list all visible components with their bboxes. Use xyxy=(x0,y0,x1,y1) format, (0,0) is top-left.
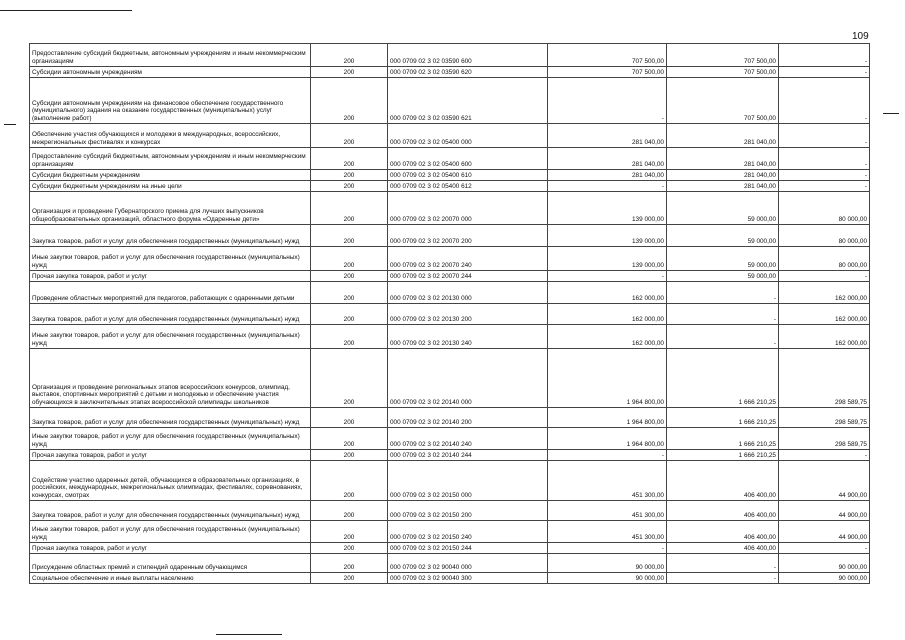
expense-name: Присуждение областных премий и стипендий одаренным обучающимся xyxy=(30,554,311,573)
line-code: 200 xyxy=(311,78,388,124)
table-row xyxy=(30,192,870,225)
unexecuted-amount: - xyxy=(779,67,870,78)
classification-code: 000 0709 02 3 02 20130 000 xyxy=(388,282,548,304)
classification-code: 000 0709 02 3 02 20070 200 xyxy=(388,225,548,247)
approved-amount: 139 000,00 xyxy=(548,247,667,271)
expense-name: Предоставление субсидий бюджетным, автономным учреждениям и иным некоммерческим организациям xyxy=(30,44,311,67)
approved-amount: 139 000,00 xyxy=(548,192,667,225)
executed-amount: 406 400,00 xyxy=(667,543,779,554)
classification-code: 000 0709 02 3 02 20150 000 xyxy=(388,461,548,501)
unexecuted-amount: 162 000,00 xyxy=(779,325,870,349)
approved-amount: 90 000,00 xyxy=(548,573,667,584)
approved-amount: 281 040,00 xyxy=(548,148,667,170)
executed-amount: 707 500,00 xyxy=(667,78,779,124)
line-code: 200 xyxy=(311,521,388,543)
executed-amount: 406 400,00 xyxy=(667,521,779,543)
line-code: 200 xyxy=(311,428,388,450)
line-code: 200 xyxy=(311,271,388,282)
table-row xyxy=(30,573,870,584)
executed-amount: 1 666 210,25 xyxy=(667,450,779,461)
executed-amount: 406 400,00 xyxy=(667,461,779,501)
unexecuted-amount: 298 589,75 xyxy=(779,349,870,408)
table-row xyxy=(30,304,870,325)
expense-name: Субсидии бюджетным учреждениям на иные цели xyxy=(30,181,311,192)
approved-amount: 707 500,00 xyxy=(548,44,667,67)
table-row xyxy=(30,450,870,461)
table-row xyxy=(30,124,870,148)
expense-name: Прочая закупка товаров, работ и услуг xyxy=(30,271,311,282)
classification-code: 000 0709 02 3 02 20140 244 xyxy=(388,450,548,461)
classification-code: 000 0709 02 3 02 05400 000 xyxy=(388,124,548,148)
unexecuted-amount: 298 589,75 xyxy=(779,408,870,428)
table-row xyxy=(30,521,870,543)
table-row xyxy=(30,325,870,349)
line-code: 200 xyxy=(311,450,388,461)
approved-amount: 451 300,00 xyxy=(548,461,667,501)
line-code: 200 xyxy=(311,349,388,408)
classification-code: 000 0709 02 3 02 20130 240 xyxy=(388,325,548,349)
approved-amount: 707 500,00 xyxy=(548,67,667,78)
expense-name: Иные закупки товаров, работ и услуг для обеспечения государственных (муниципальных) нужд xyxy=(30,325,311,349)
unexecuted-amount: 90 000,00 xyxy=(779,573,870,584)
executed-amount: - xyxy=(667,573,779,584)
table-row xyxy=(30,408,870,428)
expense-name: Закупка товаров, работ и услуг для обеспечения государственных (муниципальных) нужд xyxy=(30,408,311,428)
executed-amount: 281 040,00 xyxy=(667,124,779,148)
approved-amount: 162 000,00 xyxy=(548,304,667,325)
table-row xyxy=(30,67,870,78)
line-code: 200 xyxy=(311,247,388,271)
approved-amount: 451 300,00 xyxy=(548,501,667,521)
table-row xyxy=(30,148,870,170)
unexecuted-amount: 90 000,00 xyxy=(779,554,870,573)
executed-amount: 1 666 210,25 xyxy=(667,349,779,408)
approved-amount: - xyxy=(548,543,667,554)
expense-name: Социальное обеспечение и иные выплаты населению xyxy=(30,573,311,584)
executed-amount: 59 000,00 xyxy=(667,192,779,225)
line-code: 200 xyxy=(311,170,388,181)
classification-code: 000 0709 02 3 02 20130 200 xyxy=(388,304,548,325)
approved-amount: 139 000,00 xyxy=(548,225,667,247)
unexecuted-amount: 44 900,00 xyxy=(779,521,870,543)
approved-amount: 162 000,00 xyxy=(548,282,667,304)
approved-amount: 90 000,00 xyxy=(548,554,667,573)
unexecuted-amount: 162 000,00 xyxy=(779,304,870,325)
line-code: 200 xyxy=(311,408,388,428)
approved-amount: 451 300,00 xyxy=(548,521,667,543)
approved-amount: - xyxy=(548,78,667,124)
unexecuted-amount: - xyxy=(779,148,870,170)
unexecuted-amount: 44 900,00 xyxy=(779,461,870,501)
executed-amount: 59 000,00 xyxy=(667,225,779,247)
page-number: 109 xyxy=(852,31,869,42)
table-row xyxy=(30,271,870,282)
unexecuted-amount: - xyxy=(779,271,870,282)
executed-amount: - xyxy=(667,282,779,304)
line-code: 200 xyxy=(311,325,388,349)
executed-amount: 406 400,00 xyxy=(667,501,779,521)
executed-amount: 1 666 210,25 xyxy=(667,428,779,450)
left-margin-mark xyxy=(4,124,16,125)
top-left-rule xyxy=(0,10,132,11)
unexecuted-amount: 298 589,75 xyxy=(779,428,870,450)
expense-name: Иные закупки товаров, работ и услуг для обеспечения государственных (муниципальных) нужд xyxy=(30,521,311,543)
approved-amount: 281 040,00 xyxy=(548,124,667,148)
line-code: 200 xyxy=(311,501,388,521)
executed-amount: - xyxy=(667,554,779,573)
unexecuted-amount: 80 000,00 xyxy=(779,225,870,247)
approved-amount: 1 964 800,00 xyxy=(548,349,667,408)
executed-amount: 281 040,00 xyxy=(667,181,779,192)
table-row xyxy=(30,44,870,67)
table-row xyxy=(30,225,870,247)
line-code: 200 xyxy=(311,181,388,192)
executed-amount: 281 040,00 xyxy=(667,170,779,181)
expense-name: Закупка товаров, работ и услуг для обеспечения государственных (муниципальных) нужд xyxy=(30,501,311,521)
expense-name: Проведение областных мероприятий для педагогов, работающих с одаренными детьми xyxy=(30,282,311,304)
classification-code: 000 0709 02 3 02 20150 200 xyxy=(388,501,548,521)
line-code: 200 xyxy=(311,225,388,247)
classification-code: 000 0709 02 3 02 20140 240 xyxy=(388,428,548,450)
table-row xyxy=(30,349,870,408)
executed-amount: 707 500,00 xyxy=(667,67,779,78)
line-code: 200 xyxy=(311,554,388,573)
expense-name: Организация и проведение Губернаторского приема для лучших выпускников общеобразовательных организаций, областного форума «Одаренные дети» xyxy=(30,192,311,225)
expense-name: Содействие участию одаренных детей, обучающихся в образовательных организациях, в российских, международных, межрегиональных олимпиадах, фестивалях, соревнованиях, конкурсах, смотрах xyxy=(30,461,311,501)
unexecuted-amount: - xyxy=(779,181,870,192)
expense-name: Субсидии автономным учреждениям xyxy=(30,67,311,78)
classification-code: 000 0709 02 3 02 20150 240 xyxy=(388,521,548,543)
classification-code: 000 0709 02 3 02 90040 000 xyxy=(388,554,548,573)
table-row xyxy=(30,282,870,304)
table-row xyxy=(30,78,870,124)
line-code: 200 xyxy=(311,573,388,584)
unexecuted-amount: 80 000,00 xyxy=(779,247,870,271)
line-code: 200 xyxy=(311,44,388,67)
classification-code: 000 0709 02 3 02 03590 621 xyxy=(388,78,548,124)
table-row xyxy=(30,554,870,573)
expense-name: Организация и проведение региональных этапов всероссийских конкурсов, олимпиад, выставок, спортивных мероприятий с детьми и молодежью и обеспечение участия обучающихся в заключительных этапах всероссийской олимпиады школьников xyxy=(30,349,311,408)
classification-code: 000 0709 02 3 02 20070 000 xyxy=(388,192,548,225)
unexecuted-amount: - xyxy=(779,450,870,461)
approved-amount: 1 964 800,00 xyxy=(548,408,667,428)
expense-name: Предоставление субсидий бюджетным, автономным учреждениям и иным некоммерческим организациям xyxy=(30,148,311,170)
table-row xyxy=(30,543,870,554)
bottom-center-rule xyxy=(216,634,282,635)
line-code: 200 xyxy=(311,304,388,325)
unexecuted-amount: 80 000,00 xyxy=(779,192,870,225)
table-row xyxy=(30,501,870,521)
approved-amount: 281 040,00 xyxy=(548,170,667,181)
classification-code: 000 0709 02 3 02 05400 600 xyxy=(388,148,548,170)
executed-amount: 59 000,00 xyxy=(667,247,779,271)
expense-name: Иные закупки товаров, работ и услуг для обеспечения государственных (муниципальных) нужд xyxy=(30,428,311,450)
expense-name: Иные закупки товаров, работ и услуг для обеспечения государственных (муниципальных) нужд xyxy=(30,247,311,271)
executed-amount: 707 500,00 xyxy=(667,44,779,67)
table-row xyxy=(30,170,870,181)
classification-code: 000 0709 02 3 02 03590 600 xyxy=(388,44,548,67)
expense-name: Прочая закупка товаров, работ и услуг xyxy=(30,450,311,461)
unexecuted-amount: - xyxy=(779,170,870,181)
line-code: 200 xyxy=(311,543,388,554)
classification-code: 000 0709 02 3 02 05400 612 xyxy=(388,181,548,192)
right-margin-mark xyxy=(883,113,899,114)
approved-amount: 1 964 800,00 xyxy=(548,428,667,450)
line-code: 200 xyxy=(311,282,388,304)
table-row xyxy=(30,461,870,501)
executed-amount: 281 040,00 xyxy=(667,148,779,170)
unexecuted-amount: 44 900,00 xyxy=(779,501,870,521)
classification-code: 000 0709 02 3 02 90040 300 xyxy=(388,573,548,584)
table-row xyxy=(30,247,870,271)
classification-code: 000 0709 02 3 02 20140 000 xyxy=(388,349,548,408)
expense-name: Субсидии бюджетным учреждениям xyxy=(30,170,311,181)
approved-amount: - xyxy=(548,271,667,282)
classification-code: 000 0709 02 3 02 05400 610 xyxy=(388,170,548,181)
expense-name: Прочая закупка товаров, работ и услуг xyxy=(30,543,311,554)
unexecuted-amount: - xyxy=(779,78,870,124)
expense-name: Обеспечение участия обучающихся и молодежи в международных, всероссийских, межрегиональных фестивалях и конкурсах xyxy=(30,124,311,148)
approved-amount: - xyxy=(548,181,667,192)
classification-code: 000 0709 02 3 02 20150 244 xyxy=(388,543,548,554)
line-code: 200 xyxy=(311,192,388,225)
classification-code: 000 0709 02 3 02 03590 620 xyxy=(388,67,548,78)
approved-amount: 162 000,00 xyxy=(548,325,667,349)
classification-code: 000 0709 02 3 02 20140 200 xyxy=(388,408,548,428)
expense-name: Субсидии автономным учреждениям на финансовое обеспечение государственного (муниципального) задания на оказание государственных (муниципальных) услуг (выполнение работ) xyxy=(30,78,311,124)
line-code: 200 xyxy=(311,124,388,148)
table-row xyxy=(30,428,870,450)
classification-code: 000 0709 02 3 02 20070 244 xyxy=(388,271,548,282)
unexecuted-amount: - xyxy=(779,44,870,67)
line-code: 200 xyxy=(311,67,388,78)
classification-code: 000 0709 02 3 02 20070 240 xyxy=(388,247,548,271)
unexecuted-amount: 162 000,00 xyxy=(779,282,870,304)
table-row xyxy=(30,181,870,192)
line-code: 200 xyxy=(311,461,388,501)
unexecuted-amount: - xyxy=(779,543,870,554)
unexecuted-amount: - xyxy=(779,124,870,148)
approved-amount: - xyxy=(548,450,667,461)
expense-name: Закупка товаров, работ и услуг для обеспечения государственных (муниципальных) нужд xyxy=(30,225,311,247)
executed-amount: 59 000,00 xyxy=(667,271,779,282)
line-code: 200 xyxy=(311,148,388,170)
expense-name: Закупка товаров, работ и услуг для обеспечения государственных (муниципальных) нужд xyxy=(30,304,311,325)
executed-amount: - xyxy=(667,325,779,349)
executed-amount: 1 666 210,25 xyxy=(667,408,779,428)
budget-table xyxy=(29,43,870,584)
executed-amount: - xyxy=(667,304,779,325)
